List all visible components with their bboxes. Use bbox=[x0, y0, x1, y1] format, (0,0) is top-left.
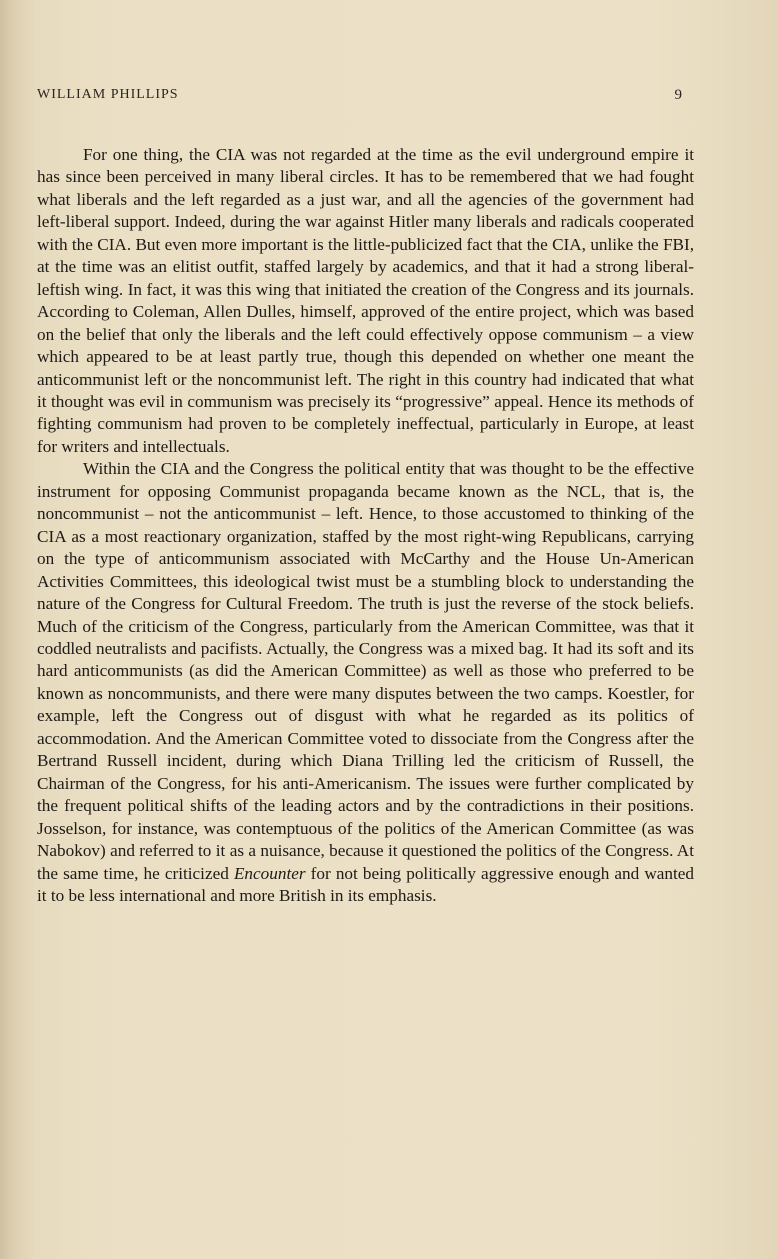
page-number: 9 bbox=[674, 87, 682, 103]
running-head: WILLIAM PHILLIPS bbox=[37, 87, 179, 102]
body-text bbox=[37, 144, 694, 907]
encounter-title: Encounter bbox=[233, 863, 306, 883]
paragraph-2 bbox=[37, 458, 694, 907]
paragraph-2-text: Within the CIA and the Congress the political entity that was thought to be the effective instrument for opposing Communist propaganda became known as the NCL, that is, the noncommunist – not the anticommunist – left. Hence, to those accustomed to thinking of the CIA as a most reactionary organization, staffed by the most right-wing Republicans, carrying on the type of anticommunism associated with McCarthy and the House Un-American Activities Committees, this ideological twist must be a stumbling block to understanding the nature of the Congress for Cultural Freedom. The truth is just the reverse of the stock beliefs. Much of the criticism of the Congress, particularly from the American Committee, was that it coddled neutralists and pacifists. Actually, the Congress was a mixed bag. It had its soft and its hard anticommunists (as did the American Committee) as well as those who preferred to be known as noncommunists, and there were many disputes between the two camps. Koestler, for example, left the Congress out of disgust with what he regarded as its politics of accommodation. And the American Committee voted to dissociate from the Congress after the Bertrand Russell incident, during which Diana Trilling led the criticism of Russell, the Chairman of the Congress, for his anti-Americanism. The issues were further complicated by the frequent political shifts of the leading actors and by the contradictions in their positions. Josselson, for instance, was contemptuous of the politics of the American Committee (as was Nabokov) and referred to it as a nuisance, because it questioned the politics of the Congress. At the same time, he criticized bbox=[37, 459, 694, 883]
paragraph-1: For one thing, the CIA was not regarded at the time as the evil underground empire it has since been perceived in many liberal circles. It has to be remembered that we had fought what liberals and the left regarded as a just war, and all the agencies of the government had left-liberal support. Indeed, during the war against Hitler many liberals and radicals cooperated with the CIA. But even more important is the little-publicized fact that the CIA, unlike the FBI, at the time was an elitist outfit, staffed largely by academics, and that it had a strong liberal-leftish wing. In fact, it was this wing that initiated the creation of the Congress and its journals. According to Coleman, Allen Dulles, himself, approved of the entire project, which was based on the belief that only the liberals and the left could effectively oppose communism – a view which appeared to be at least partly true, though this depended on whether one meant the anticommunist left or the noncommunist left. The right in this country had indicated that what it thought was evil in communism was precisely its “progressive” appeal. Hence its methods of fighting communism had proven to be completely ineffectual, particularly in Europe, at least for writers and intellectuals. bbox=[37, 145, 694, 456]
paragraph-2-ending: for not being politically aggressive enough and wanted it to be less international and more British in its emphasis. bbox=[37, 863, 694, 905]
page-header bbox=[37, 87, 682, 107]
